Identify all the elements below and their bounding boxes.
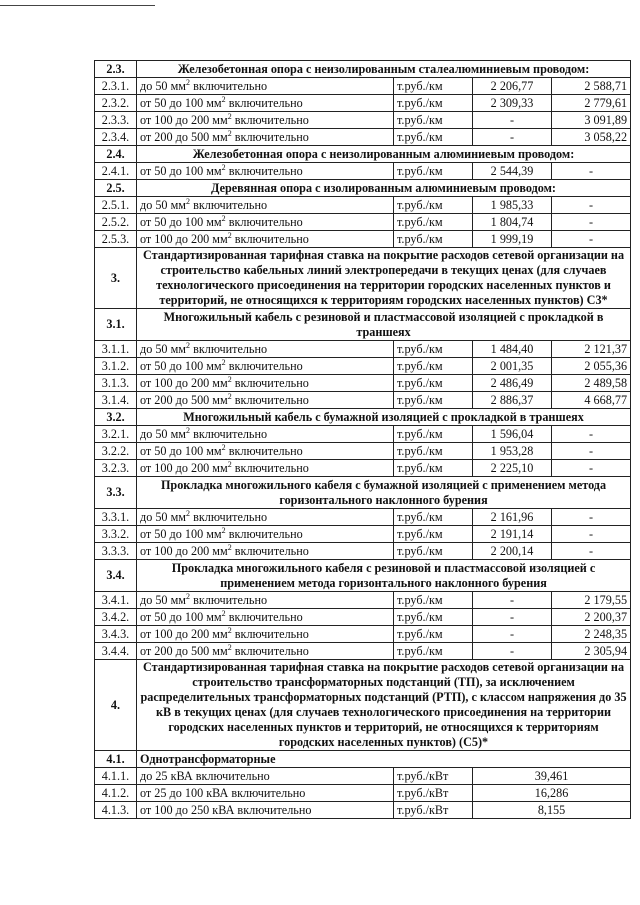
table-row <box>95 163 631 180</box>
value-cell-2: - <box>552 443 631 460</box>
range-text: от 100 до 200 мм <box>140 460 228 475</box>
unit-cell: т.руб./км <box>394 341 473 358</box>
unit-cell: т.руб./км <box>394 231 473 248</box>
row-number: 3.3. <box>95 477 137 509</box>
section-header-row <box>95 660 631 751</box>
subsection-title: Однотрансформаторные <box>137 751 631 768</box>
row-name <box>137 197 394 214</box>
value-cell-2: 2 200,37 <box>552 609 631 626</box>
value-cell-1: - <box>473 626 552 643</box>
row-name <box>137 643 394 660</box>
row-number: 3.2.1. <box>95 426 137 443</box>
row-number: 2.3.2. <box>95 95 137 112</box>
unit-cell: т.руб./км <box>394 626 473 643</box>
value-cell-2: 3 091,89 <box>552 112 631 129</box>
squared-superscript: 2 <box>227 459 232 469</box>
row-number: 3.4.2. <box>95 609 137 626</box>
range-text: до 50 мм <box>140 197 187 212</box>
value-cell-2: - <box>552 460 631 477</box>
value-cell-2: 3 058,22 <box>552 129 631 146</box>
squared-superscript: 2 <box>227 391 232 401</box>
row-number: 3.1.3. <box>95 375 137 392</box>
row-name <box>137 95 394 112</box>
subsection-header-row <box>95 477 631 509</box>
value-cell-2: 2 248,35 <box>552 626 631 643</box>
unit-cell: т.руб./км <box>394 78 473 95</box>
table-row <box>95 358 631 375</box>
table-row <box>95 609 631 626</box>
value-cell-1: - <box>473 112 552 129</box>
inclusive-text: включительно <box>225 609 303 624</box>
value-cell-2: 2 055,36 <box>552 358 631 375</box>
section-number: 3. <box>95 248 137 309</box>
table-row <box>95 392 631 409</box>
squared-superscript: 2 <box>227 128 232 138</box>
subsection-title: Прокладка многожильного кабеля с бумажной изоляцией с применением метода горизонтального наклонного бурения <box>137 477 631 509</box>
subsection-title: Деревянная опора с изолированным алюминиевым проводом: <box>137 180 631 197</box>
row-name <box>137 443 394 460</box>
row-number: 2.4. <box>95 146 137 163</box>
subsection-header-row <box>95 61 631 78</box>
squared-superscript: 2 <box>227 542 232 552</box>
row-name: от 100 до 250 кВА включительно <box>137 802 394 819</box>
inclusive-text: включительно <box>190 197 268 212</box>
row-number: 3.4. <box>95 560 137 592</box>
row-number: 4.1.1. <box>95 768 137 785</box>
squared-superscript: 2 <box>186 77 191 87</box>
subsection-header-row <box>95 180 631 197</box>
row-name <box>137 341 394 358</box>
unit-cell: т.руб./км <box>394 509 473 526</box>
unit-cell: т.руб./км <box>394 643 473 660</box>
row-number: 3.1. <box>95 309 137 341</box>
section-title: Стандартизированная тарифная ставка на покрытие расходов сетевой организации на строительство трансформаторных подстанций (ТП), за исключением распределительных трансформаторных подстанций (РТП), с классом напряжения до 35 кВ в текущих ценах (для случаев технологического присоединения на территории городских населенных пунктов и территорий, не относящихся к территориям городских населенных пунктов) (С5)* <box>137 660 631 751</box>
value-cell-2: 4 668,77 <box>552 392 631 409</box>
range-text: от 100 до 200 мм <box>140 626 228 641</box>
row-number: 3.1.2. <box>95 358 137 375</box>
inclusive-text: включительно <box>231 129 309 144</box>
inclusive-text: включительно <box>190 341 268 356</box>
subsection-header-row <box>95 751 631 768</box>
inclusive-text: включительно <box>190 426 268 441</box>
section-number: 4. <box>95 660 137 751</box>
inclusive-text: включительно <box>231 112 309 127</box>
inclusive-text: включительно <box>225 214 303 229</box>
tariff-table-body <box>95 61 631 819</box>
value-cell-2: 2 121,37 <box>552 341 631 358</box>
value-cell-1: 1 953,28 <box>473 443 552 460</box>
value-cell-2: 2 489,58 <box>552 375 631 392</box>
value-cell-2: - <box>552 526 631 543</box>
value-cell-1: 2 161,96 <box>473 509 552 526</box>
value-cell-1: 2 309,33 <box>473 95 552 112</box>
range-text: до 50 мм <box>140 592 187 607</box>
inclusive-text: включительно <box>190 592 268 607</box>
squared-superscript: 2 <box>186 196 191 206</box>
table-row <box>95 509 631 526</box>
unit-cell: т.руб./км <box>394 460 473 477</box>
value-cell-1: 2 886,37 <box>473 392 552 409</box>
row-number: 2.3.1. <box>95 78 137 95</box>
inclusive-text: включительно <box>225 526 303 541</box>
subsection-title: Железобетонная опора с неизолированным сталеалюминиевым проводом: <box>137 61 631 78</box>
table-row <box>95 802 631 819</box>
table-row <box>95 643 631 660</box>
table-row <box>95 785 631 802</box>
row-number: 3.1.4. <box>95 392 137 409</box>
row-name <box>137 426 394 443</box>
unit-cell: т.руб./км <box>394 443 473 460</box>
value-cell-1: - <box>473 643 552 660</box>
value-cell-2: - <box>552 543 631 560</box>
row-number: 2.4.1. <box>95 163 137 180</box>
value-cell-1: 2 206,77 <box>473 78 552 95</box>
inclusive-text: включительно <box>231 626 309 641</box>
value-cell-2: 2 588,71 <box>552 78 631 95</box>
table-row <box>95 95 631 112</box>
row-number: 3.2.3. <box>95 460 137 477</box>
value-cell-1: 2 001,35 <box>473 358 552 375</box>
value-cell-1: 1 999,19 <box>473 231 552 248</box>
row-number: 4.1.2. <box>95 785 137 802</box>
row-number: 2.5.1. <box>95 197 137 214</box>
table-row <box>95 341 631 358</box>
unit-cell: т.руб./км <box>394 214 473 231</box>
table-row <box>95 78 631 95</box>
row-number: 3.4.3. <box>95 626 137 643</box>
unit-cell: т.руб./км <box>394 392 473 409</box>
value-cell-1: - <box>473 609 552 626</box>
squared-superscript: 2 <box>221 94 226 104</box>
subsection-header-row <box>95 309 631 341</box>
range-text: от 50 до 100 мм <box>140 609 222 624</box>
section-header-row <box>95 248 631 309</box>
value-cell-2: - <box>552 231 631 248</box>
squared-superscript: 2 <box>227 230 232 240</box>
squared-superscript: 2 <box>221 608 226 618</box>
squared-superscript: 2 <box>186 591 191 601</box>
unit-cell: т.руб./кВт <box>394 802 473 819</box>
range-text: от 50 до 100 мм <box>140 358 222 373</box>
value-cell-1: 1 804,74 <box>473 214 552 231</box>
row-number: 3.4.1. <box>95 592 137 609</box>
range-text: от 50 до 100 мм <box>140 95 222 110</box>
table-row <box>95 768 631 785</box>
range-text: от 50 до 100 мм <box>140 443 222 458</box>
inclusive-text: включительно <box>225 95 303 110</box>
table-row <box>95 543 631 560</box>
value-cell-1: 1 596,04 <box>473 426 552 443</box>
row-number: 2.5.2. <box>95 214 137 231</box>
squared-superscript: 2 <box>186 340 191 350</box>
row-number: 2.3.3. <box>95 112 137 129</box>
row-name <box>137 526 394 543</box>
value-cell-1: 1 985,33 <box>473 197 552 214</box>
row-number: 4.1.3. <box>95 802 137 819</box>
row-number: 3.3.2. <box>95 526 137 543</box>
row-number: 3.2.2. <box>95 443 137 460</box>
range-text: до 50 мм <box>140 341 187 356</box>
tariff-table <box>94 60 631 819</box>
value-cell-1: 2 191,14 <box>473 526 552 543</box>
squared-superscript: 2 <box>221 442 226 452</box>
unit-cell: т.руб./км <box>394 426 473 443</box>
table-row <box>95 626 631 643</box>
value-cell-1: 2 200,14 <box>473 543 552 560</box>
inclusive-text: включительно <box>231 643 309 658</box>
table-row <box>95 526 631 543</box>
squared-superscript: 2 <box>227 374 232 384</box>
table-row <box>95 426 631 443</box>
value-cell-1: 2 486,49 <box>473 375 552 392</box>
value-cell-1: 2 225,10 <box>473 460 552 477</box>
unit-cell: т.руб./км <box>394 609 473 626</box>
row-number: 2.5. <box>95 180 137 197</box>
value-cell: 39,461 <box>473 768 631 785</box>
squared-superscript: 2 <box>221 162 226 172</box>
range-text: от 50 до 100 мм <box>140 214 222 229</box>
range-text: до 50 мм <box>140 426 187 441</box>
squared-superscript: 2 <box>227 642 232 652</box>
inclusive-text: включительно <box>231 460 309 475</box>
subsection-title: Многожильный кабель с бумажной изоляцией с прокладкой в траншеях <box>137 409 631 426</box>
range-text: от 50 до 100 мм <box>140 163 222 178</box>
row-name <box>137 460 394 477</box>
row-name <box>137 392 394 409</box>
unit-cell: т.руб./кВт <box>394 785 473 802</box>
row-number: 2.3.4. <box>95 129 137 146</box>
subsection-header-row <box>95 409 631 426</box>
inclusive-text: включительно <box>231 543 309 558</box>
range-text: до 50 мм <box>140 509 187 524</box>
unit-cell: т.руб./км <box>394 163 473 180</box>
inclusive-text: включительно <box>225 443 303 458</box>
table-row <box>95 592 631 609</box>
table-row <box>95 460 631 477</box>
inclusive-text: включительно <box>231 375 309 390</box>
squared-superscript: 2 <box>186 425 191 435</box>
unit-cell: т.руб./км <box>394 592 473 609</box>
squared-superscript: 2 <box>186 508 191 518</box>
row-name <box>137 214 394 231</box>
value-cell-1: 1 484,40 <box>473 341 552 358</box>
row-name <box>137 129 394 146</box>
range-text: от 200 до 500 мм <box>140 643 228 658</box>
value-cell-2: - <box>552 509 631 526</box>
unit-cell: т.руб./км <box>394 543 473 560</box>
squared-superscript: 2 <box>221 525 226 535</box>
table-row <box>95 375 631 392</box>
inclusive-text: включительно <box>190 509 268 524</box>
table-row <box>95 214 631 231</box>
row-number: 2.3. <box>95 61 137 78</box>
row-name <box>137 509 394 526</box>
range-text: от 100 до 200 мм <box>140 231 228 246</box>
value-cell-2: - <box>552 426 631 443</box>
row-number: 2.5.3. <box>95 231 137 248</box>
unit-cell: т.руб./км <box>394 358 473 375</box>
table-row <box>95 443 631 460</box>
range-text: от 200 до 500 мм <box>140 129 228 144</box>
section-title: Стандартизированная тарифная ставка на покрытие расходов сетевой организации на строительство кабельных линий электропередачи в текущих ценах (для случаев технологического присоединения на территории городских населенных пунктов и территорий, не относящихся к территориям городских населенных пунктов) С3* <box>137 248 631 309</box>
row-name <box>137 231 394 248</box>
unit-cell: т.руб./км <box>394 129 473 146</box>
table-row <box>95 129 631 146</box>
range-text: от 100 до 200 мм <box>140 112 228 127</box>
subsection-header-row <box>95 560 631 592</box>
row-number: 3.3.3. <box>95 543 137 560</box>
row-name: до 25 кВА включительно <box>137 768 394 785</box>
range-text: от 100 до 200 мм <box>140 375 228 390</box>
squared-superscript: 2 <box>227 625 232 635</box>
row-number: 3.4.4. <box>95 643 137 660</box>
value-cell: 8,155 <box>473 802 631 819</box>
inclusive-text: включительно <box>231 231 309 246</box>
subsection-header-row <box>95 146 631 163</box>
row-number: 3.1.1. <box>95 341 137 358</box>
subsection-title: Многожильный кабель с резиновой и пластмассовой изоляцией с прокладкой в траншеях <box>137 309 631 341</box>
range-text: от 200 до 500 мм <box>140 392 228 407</box>
subsection-title: Железобетонная опора с неизолированным алюминиевым проводом: <box>137 146 631 163</box>
subsection-title: Прокладка многожильного кабеля с резиновой и пластмассовой изоляцией с применением метода горизонтального наклонного бурения <box>137 560 631 592</box>
value-cell-2: 2 779,61 <box>552 95 631 112</box>
unit-cell: т.руб./км <box>394 197 473 214</box>
row-name <box>137 163 394 180</box>
inclusive-text: включительно <box>231 392 309 407</box>
range-text: от 100 до 200 мм <box>140 543 228 558</box>
value-cell-1: - <box>473 592 552 609</box>
range-text: от 50 до 100 мм <box>140 526 222 541</box>
table-row <box>95 231 631 248</box>
inclusive-text: включительно <box>225 163 303 178</box>
range-text: до 50 мм <box>140 78 187 93</box>
unit-cell: т.руб./км <box>394 112 473 129</box>
inclusive-text: включительно <box>225 358 303 373</box>
row-name <box>137 626 394 643</box>
unit-cell: т.руб./кВт <box>394 768 473 785</box>
row-name <box>137 375 394 392</box>
row-name: от 25 до 100 кВА включительно <box>137 785 394 802</box>
value-cell-2: - <box>552 197 631 214</box>
table-row <box>95 112 631 129</box>
row-name <box>137 543 394 560</box>
value-cell-1: 2 544,39 <box>473 163 552 180</box>
row-number: 3.3.1. <box>95 509 137 526</box>
inclusive-text: включительно <box>190 78 268 93</box>
value-cell-2: 2 305,94 <box>552 643 631 660</box>
row-name <box>137 592 394 609</box>
unit-cell: т.руб./км <box>394 526 473 543</box>
row-number: 3.2. <box>95 409 137 426</box>
row-name <box>137 358 394 375</box>
row-name <box>137 112 394 129</box>
row-name <box>137 609 394 626</box>
value-cell-1: - <box>473 129 552 146</box>
unit-cell: т.руб./км <box>394 375 473 392</box>
unit-cell: т.руб./км <box>394 95 473 112</box>
squared-superscript: 2 <box>221 213 226 223</box>
squared-superscript: 2 <box>227 111 232 121</box>
value-cell-2: 2 179,55 <box>552 592 631 609</box>
value-cell-2: - <box>552 163 631 180</box>
squared-superscript: 2 <box>221 357 226 367</box>
value-cell-2: - <box>552 214 631 231</box>
page-rule <box>0 5 155 6</box>
value-cell: 16,286 <box>473 785 631 802</box>
table-row <box>95 197 631 214</box>
row-name <box>137 78 394 95</box>
row-number: 4.1. <box>95 751 137 768</box>
